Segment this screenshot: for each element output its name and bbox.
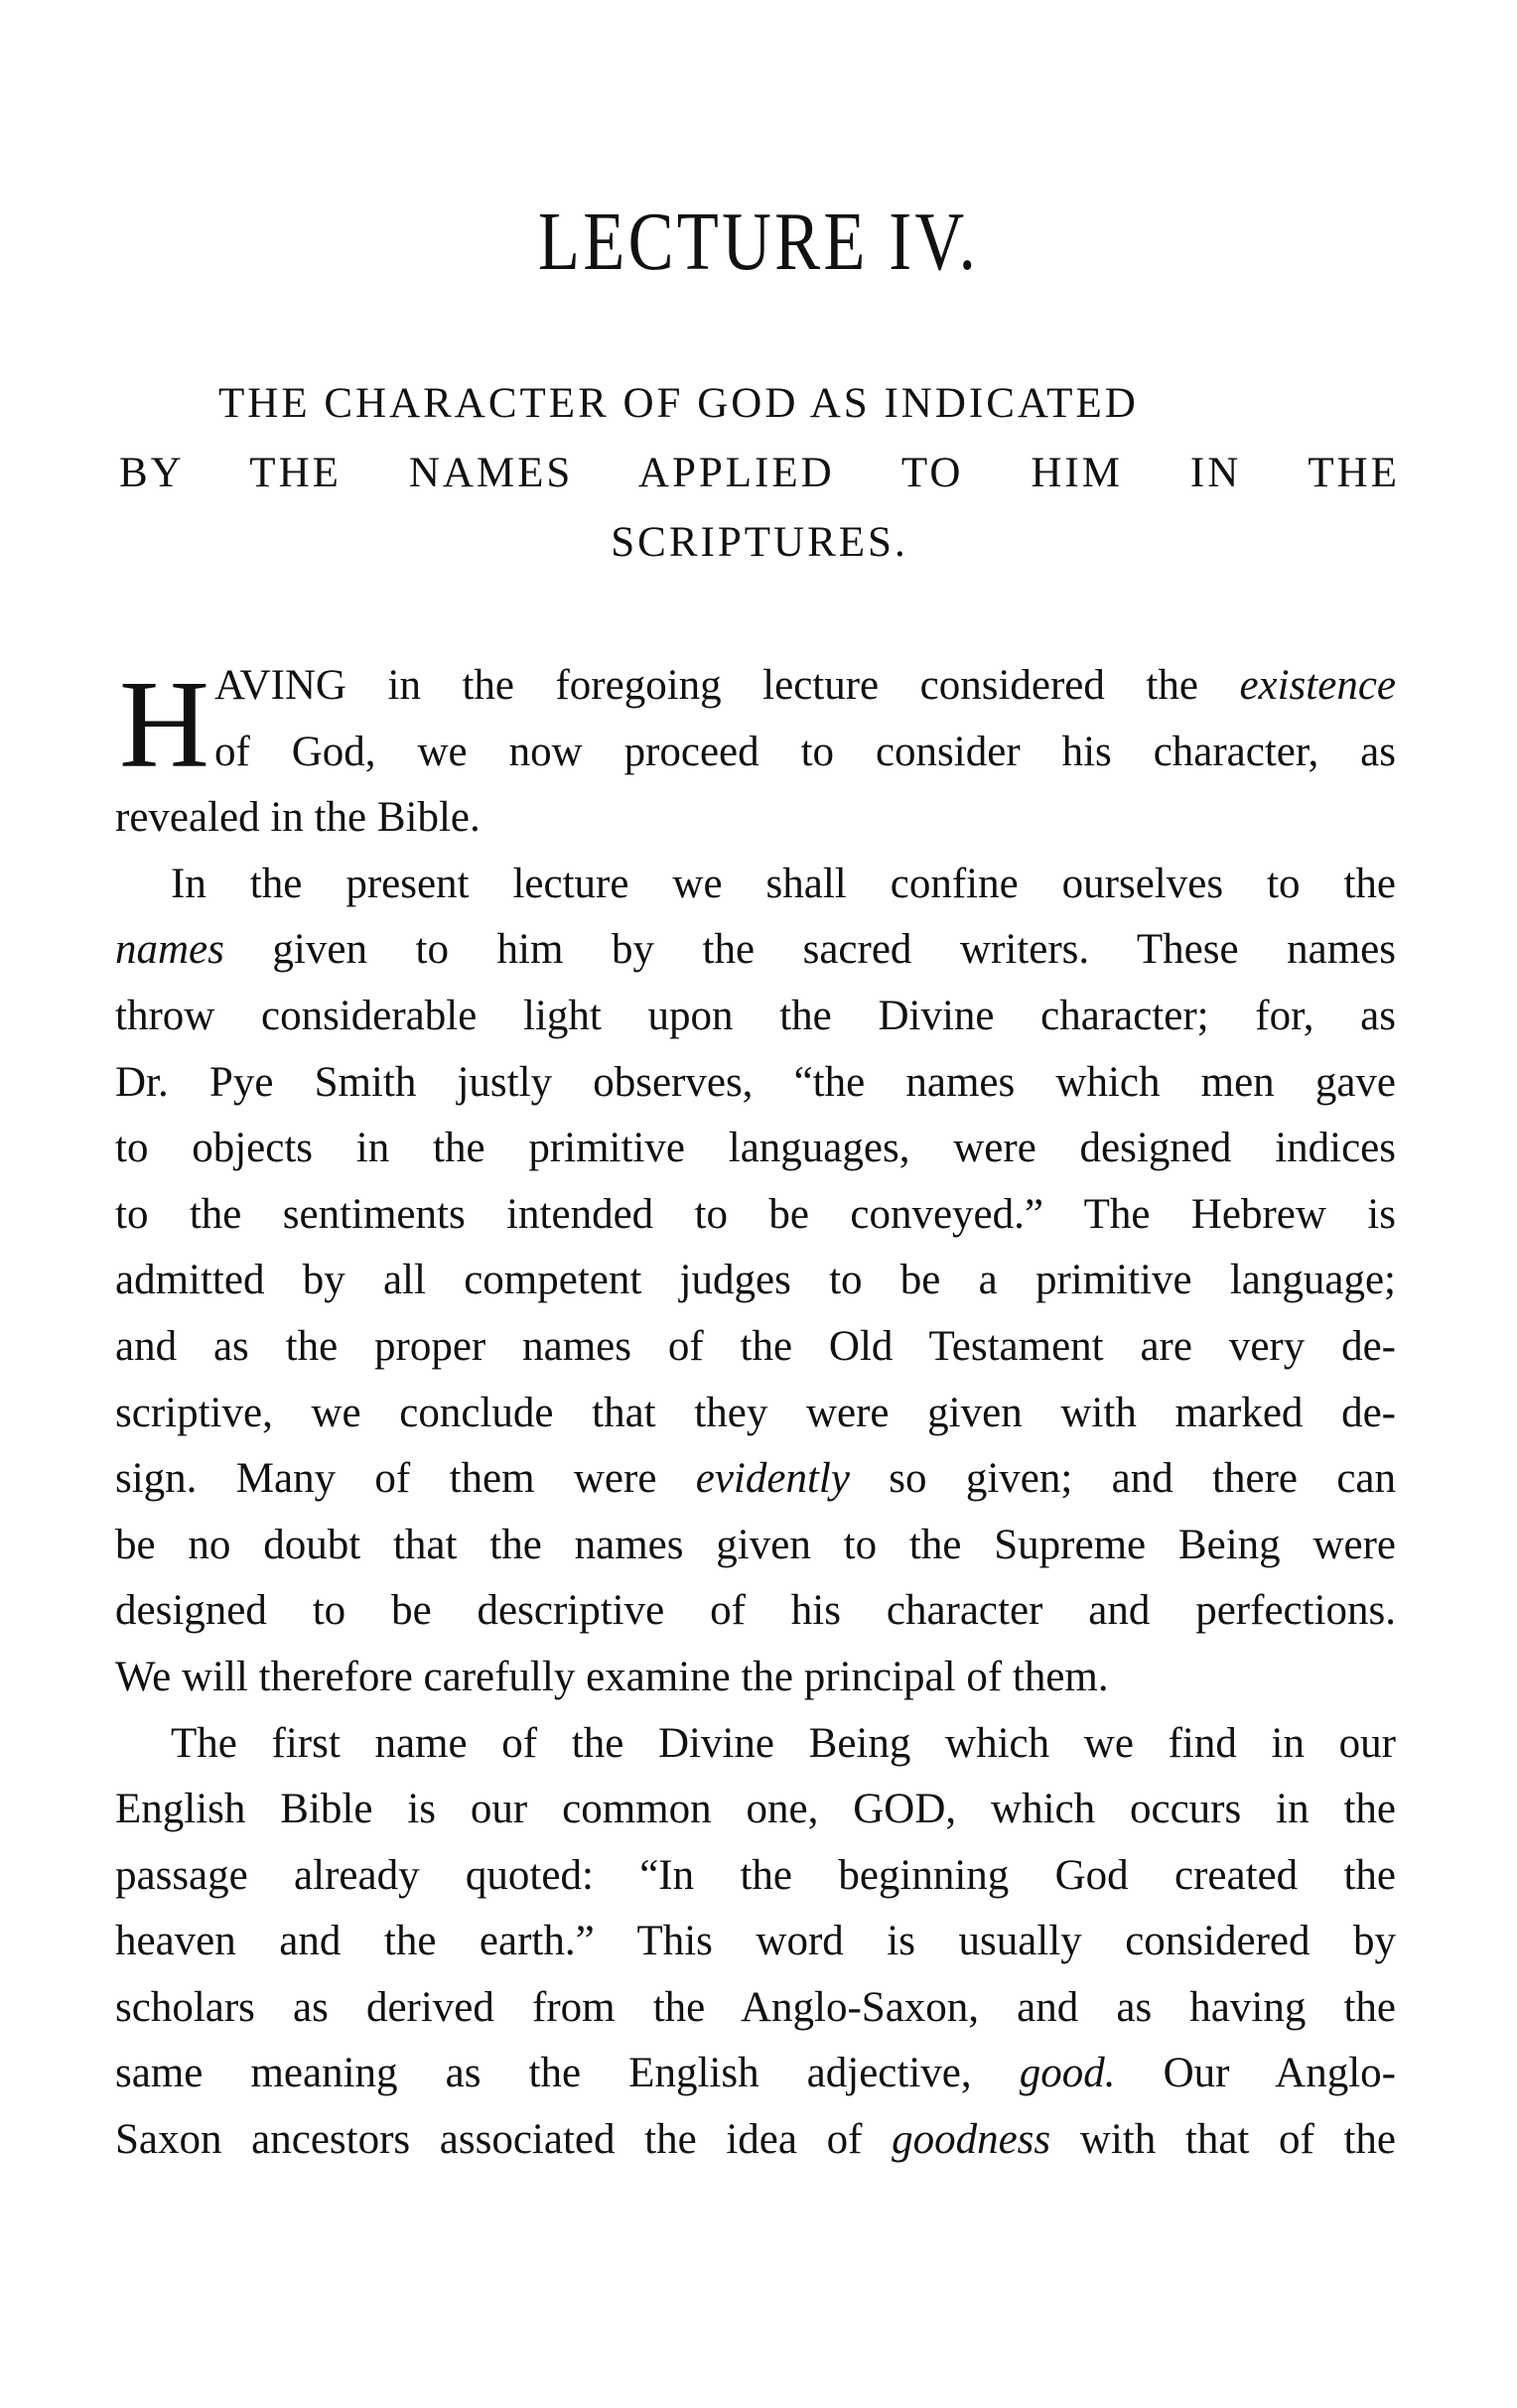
- text-line: Dr. Pye Smith justly observes, “the names which men gave: [115, 1058, 1396, 1106]
- text-line: names given to him by the sacred writers. These names: [115, 926, 1396, 974]
- text-line: be no doubt that the names given to the Supreme Being were: [115, 1521, 1396, 1568]
- text-line: In the present lecture we shall confine ourselves to the: [171, 860, 1396, 907]
- text-line: sign. Many of them were evidently so given; and there can: [115, 1455, 1397, 1503]
- paragraph-1: [115, 653, 1396, 852]
- subtitle-line: SCRIPTURES.: [611, 519, 908, 566]
- text-line: The first name of the Divine Being which we find in our: [171, 1719, 1396, 1767]
- text-line: admitted by all competent judges to be a primitive language;: [115, 1257, 1396, 1304]
- text-line: scriptive, we conclude that they were given with marked de-: [115, 1389, 1396, 1436]
- paragraph-2: [115, 852, 1396, 1711]
- text-line: throw considerable light upon the Divine character; for, as: [115, 992, 1396, 1039]
- text-line: revealed in the Bible.: [115, 794, 481, 842]
- subtitle-line: BY THE NAMES APPLIED TO HIM IN THE: [119, 450, 1400, 496]
- lecture-subtitle: [119, 369, 1400, 578]
- subtitle-line: THE CHARACTER OF GOD AS INDICATED: [218, 380, 1139, 427]
- text-line: passage already quoted: “In the beginning God created the: [115, 1851, 1396, 1899]
- text-line: scholars as derived from the Anglo-Saxon, and as having the: [115, 1983, 1396, 2031]
- text-line: of God, we now proceed to consider his character, as: [214, 728, 1396, 775]
- drop-cap: H: [119, 656, 209, 794]
- text-line: and as the proper names of the Old Testament are very de-: [115, 1322, 1396, 1370]
- text-line: English Bible is our common one, GOD, which occurs in the: [115, 1786, 1396, 1833]
- lecture-title: LECTURE IV.: [537, 196, 980, 288]
- text-line: Saxon ancestors associated the idea of goodness with that of the: [115, 2116, 1396, 2164]
- text-line: designed to be descriptive of his character and perfections.: [115, 1587, 1396, 1635]
- text-line: same meaning as the English adjective, good. Our Anglo-: [115, 2050, 1396, 2097]
- paragraph-3: [115, 1711, 1396, 2174]
- text-line: AVING in the foregoing lecture considered the existence: [214, 662, 1396, 709]
- body-text: [115, 653, 1396, 2174]
- text-line: We will therefore carefully examine the principal of them.: [115, 1653, 1109, 1700]
- text-line: to the sentiments intended to be conveyed.” The Hebrew is: [115, 1190, 1396, 1238]
- text-line: to objects in the primitive languages, were designed indices: [115, 1125, 1396, 1172]
- text-line: heaven and the earth.” This word is usually considered by: [115, 1918, 1396, 1965]
